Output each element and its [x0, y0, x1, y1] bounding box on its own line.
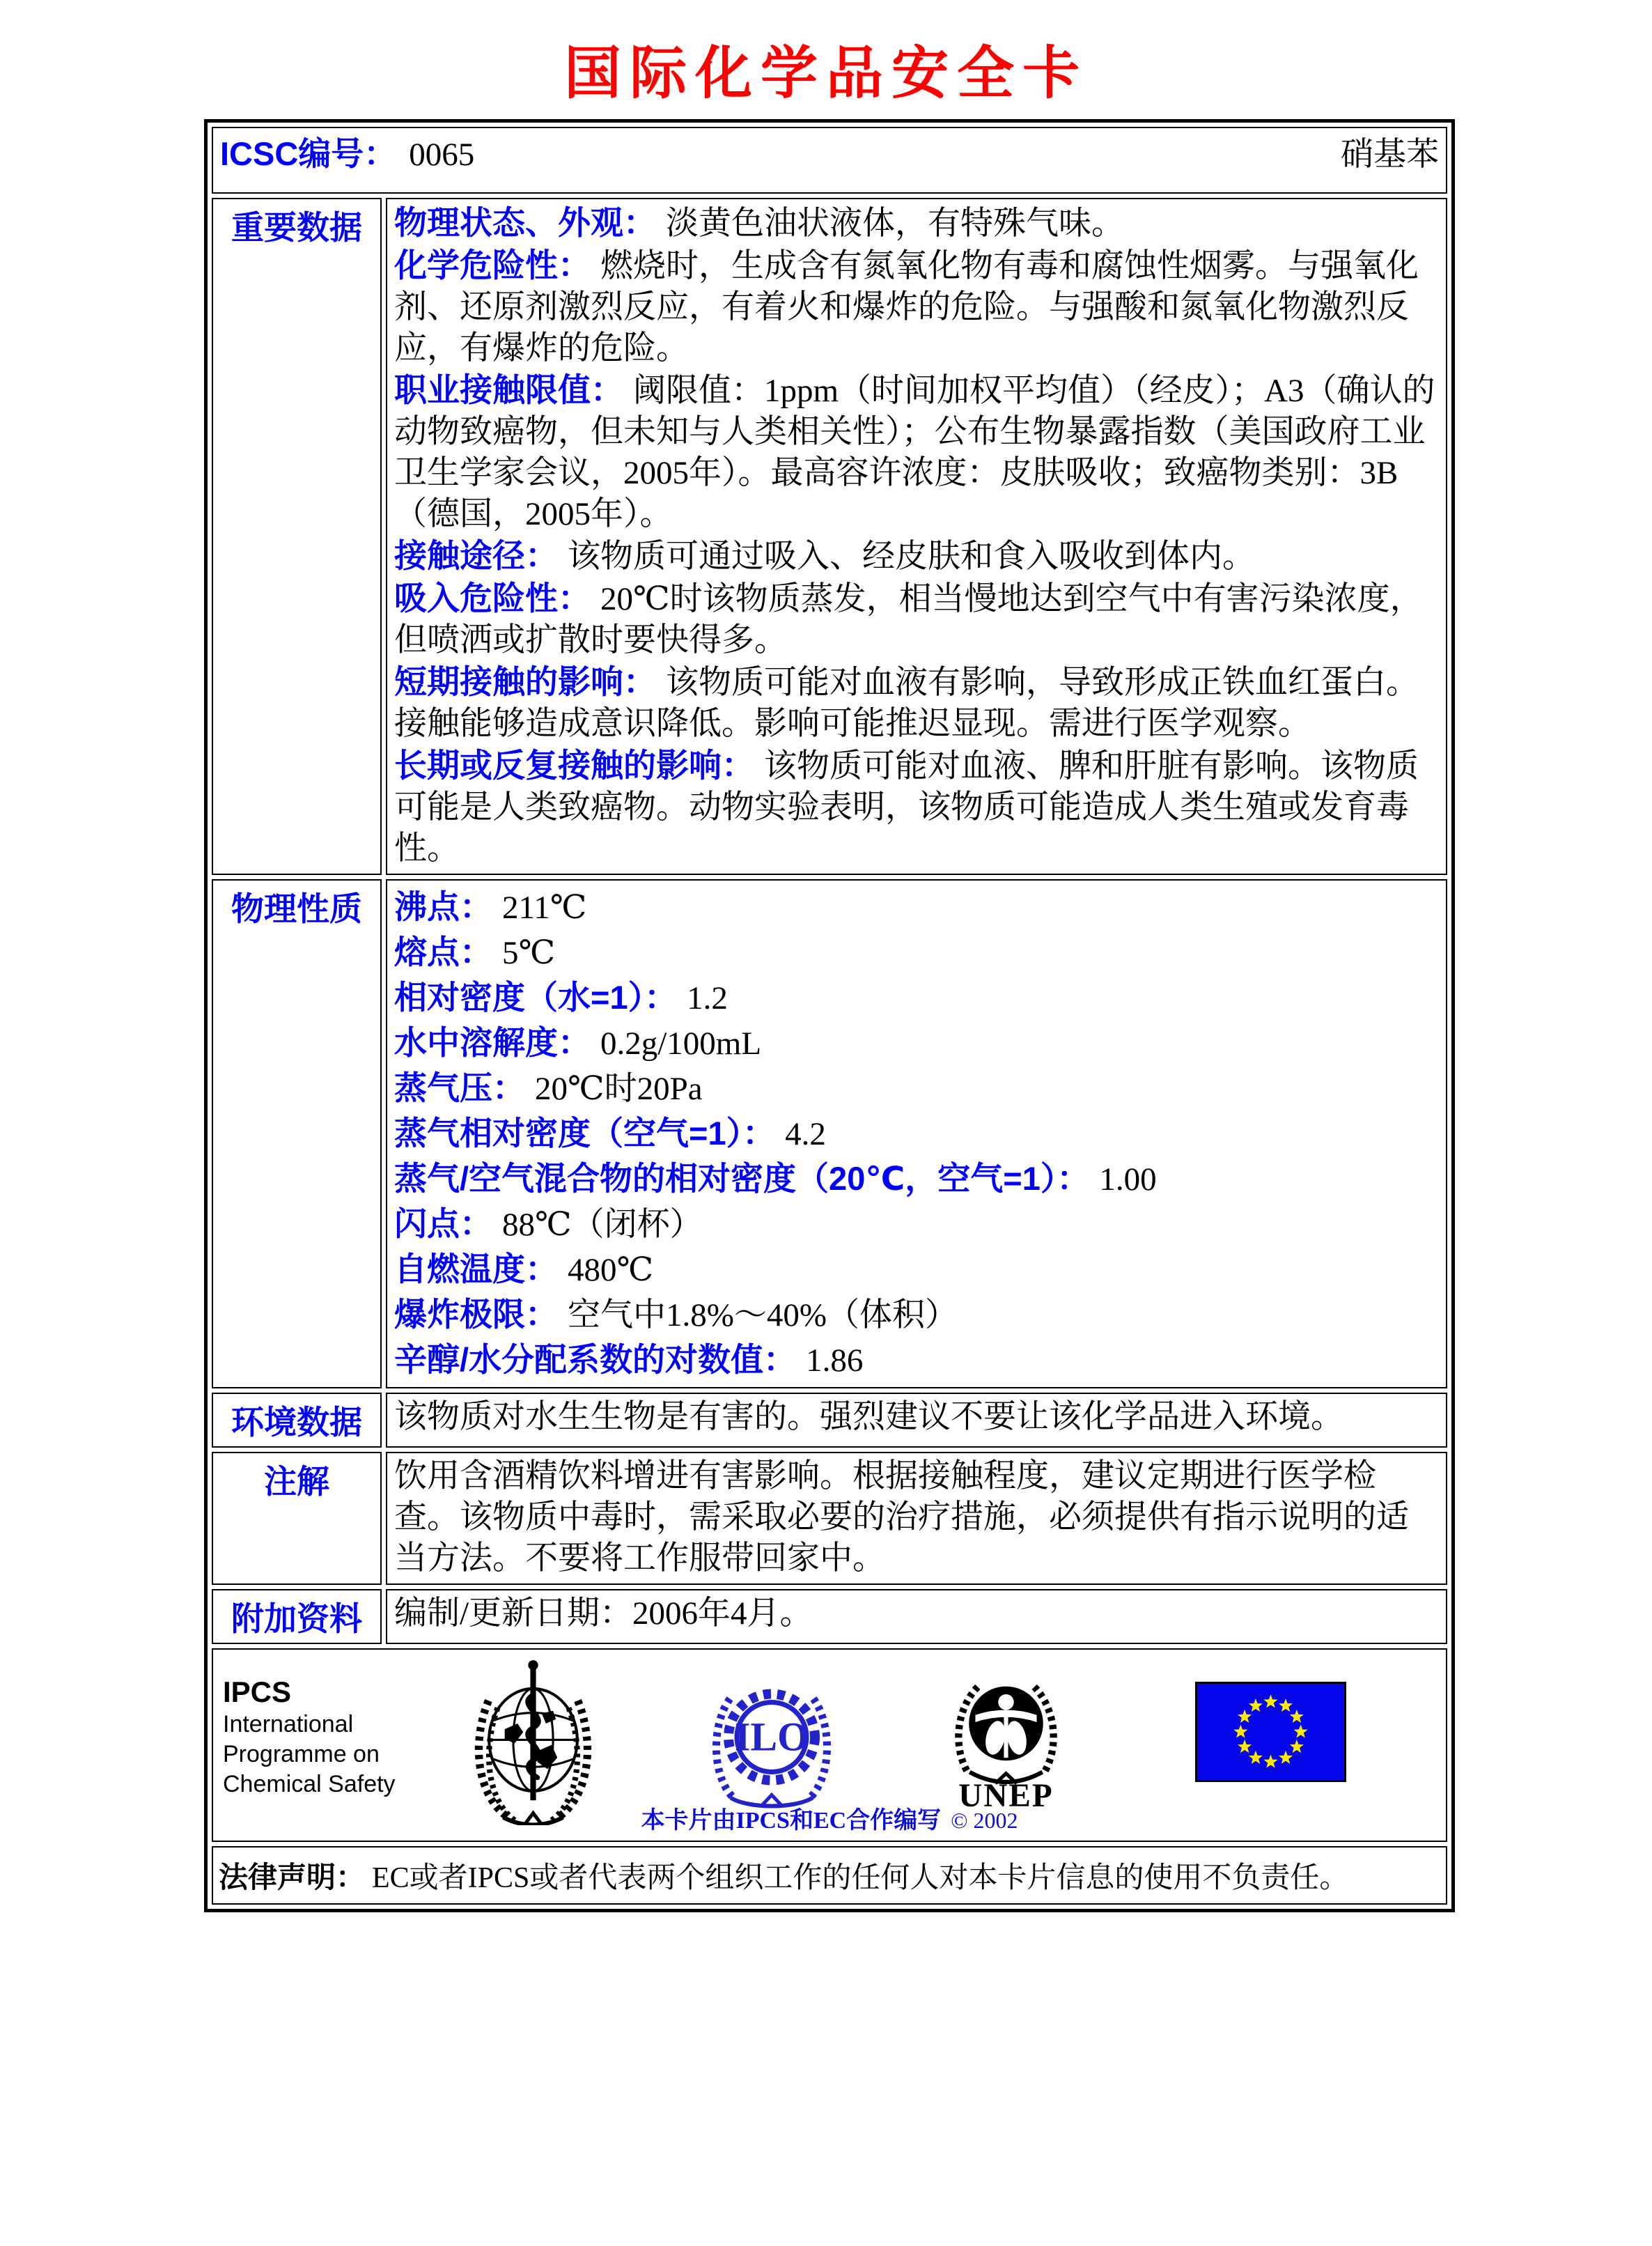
property-label: 蒸气压： [394, 1069, 525, 1106]
section-label-important-data: 重要数据 [212, 198, 382, 875]
ipcs-line1: International [223, 1711, 354, 1737]
logos-row [212, 1648, 1447, 1842]
property-value: 20℃时20Pa [535, 1071, 703, 1107]
ipcs-text-block [223, 1675, 396, 1799]
entry-text: 淡黄色油状液体，有特殊气味。 [666, 206, 1124, 242]
property-value: 0.2g/100mL [600, 1025, 762, 1062]
entry-text: 该物质可通过吸入、经皮肤和食入吸收到体内。 [568, 539, 1255, 575]
property-value: 211℃ [502, 890, 587, 926]
property-value: 480℃ [568, 1252, 654, 1288]
important-data-content [386, 198, 1447, 875]
notes-content: 饮用含酒精饮料增进有害影响。根据接触程度，建议定期进行医学检查。该物质中毒时，需采取必要的治疗措施，必须提供有指示说明的适当方法。不要将工作服带回家中。 [386, 1452, 1447, 1585]
property-line [394, 1111, 1439, 1156]
property-value: 4.2 [785, 1116, 826, 1152]
additional-info-row [212, 1589, 1447, 1644]
safety-card-table [204, 119, 1455, 1912]
chemical-name: 硝基苯 [1341, 137, 1439, 173]
entry-text: 该物质可能对血液、脾和肝脏有影响。该物质可能是人类致癌物。动物实验表明，该物质可能造成人类生殖或发育毒性。 [394, 748, 1419, 867]
caption-copyright: © 2002 [951, 1808, 1018, 1833]
property-label: 沸点： [394, 888, 492, 925]
icsc-header-cell [212, 127, 1447, 194]
data-entry [394, 745, 1439, 869]
environmental-data-row [212, 1393, 1447, 1448]
legal-text: EC或者IPCS或者代表两个组织工作的任何人对本卡片信息的使用不负责任。 [372, 1862, 1349, 1894]
data-entry [394, 661, 1439, 745]
physical-properties-content [386, 879, 1447, 1388]
page-title: 国际化学品安全卡 [563, 40, 1088, 107]
property-label: 蒸气/空气混合物的相对密度（20℃，空气=1）： [394, 1160, 1090, 1197]
section-label-environmental-data: 环境数据 [212, 1393, 382, 1448]
property-value: 1.00 [1099, 1161, 1157, 1198]
property-value: 5℃ [502, 935, 556, 971]
property-label: 水中溶解度： [394, 1024, 591, 1061]
section-label-notes: 注解 [212, 1452, 382, 1585]
environmental-data-content: 该物质对水生生物是有害的。强烈建议不要让该化学品进入环境。 [386, 1393, 1447, 1448]
caption-text: 本卡片由IPCS和EC合作编写 [641, 1808, 942, 1834]
icsc-number-label: ICSC编号： [220, 135, 397, 172]
legal-notice-cell [212, 1846, 1447, 1905]
data-entry [394, 245, 1439, 369]
entry-label: 化学危险性： [394, 247, 591, 284]
ilo-letters: ILO [734, 1714, 809, 1760]
icsc-number: 0065 [409, 137, 475, 173]
property-line [394, 1021, 1439, 1066]
entry-text: 阈限值：1ppm（时间加权平均值）（经皮）；A3（确认的动物致癌物，但未知与人类相关性）；公布生物暴露指数（美国政府工业卫生学家会议，2005年）。最高容许浓度：皮肤吸收；致癌物类别：3B（德国，2005年）。 [394, 373, 1435, 532]
unep-logo-icon [945, 1665, 1067, 1815]
entry-label: 接触途径： [394, 537, 558, 574]
property-label: 爆炸极限： [394, 1296, 558, 1333]
property-line [394, 885, 1439, 930]
entry-text: 20℃时该物质蒸发，相当慢地达到空气中有害污染浓度，但喷洒或扩散时要快得多。 [394, 581, 1423, 658]
entry-label: 吸入危险性： [394, 580, 591, 617]
footer-caption [213, 1801, 1446, 1835]
legal-row [212, 1846, 1447, 1905]
entry-text: 该物质可能对血液有影响，导致形成正铁血红蛋白。接触能够造成意识降低。影响可能推迟显现。需进行医学观察。 [394, 665, 1419, 742]
property-value: 88℃（闭杯） [502, 1207, 703, 1243]
property-line [394, 1292, 1439, 1338]
property-label: 熔点： [394, 934, 492, 970]
property-label: 蒸气相对密度（空气=1）： [394, 1115, 776, 1152]
property-line [394, 1247, 1439, 1292]
section-label-additional-info: 附加资料 [212, 1589, 382, 1644]
data-entry [394, 202, 1439, 245]
entry-label: 职业接触限值： [394, 371, 623, 408]
property-label: 自燃温度： [394, 1250, 558, 1287]
property-line [394, 1202, 1439, 1247]
ipcs-line3: Chemical Safety [223, 1771, 396, 1797]
additional-info-content: 编制/更新日期：2006年4月。 [386, 1589, 1447, 1644]
eu-flag-icon [1195, 1682, 1346, 1782]
data-entry [394, 578, 1439, 661]
property-label: 相对密度（水=1）： [394, 979, 678, 1016]
property-label: 闪点： [394, 1205, 492, 1242]
property-line [394, 1338, 1439, 1383]
important-data-row [212, 198, 1447, 875]
property-line [394, 1066, 1439, 1111]
property-value: 1.86 [806, 1342, 864, 1379]
property-line [394, 930, 1439, 975]
icsc-header-row [212, 127, 1447, 194]
entry-text: 燃烧时，生成含有氮氧化物有毒和腐蚀性烟雾。与强氧化剂、还原剂激烈反应，有着火和爆炸的危险。与强酸和氮氧化物激烈反应，有爆炸的危险。 [394, 248, 1419, 366]
legal-label: 法律声明： [219, 1861, 366, 1893]
entry-label: 短期接触的影响： [394, 663, 656, 700]
property-line [394, 975, 1439, 1021]
data-entry [394, 535, 1439, 578]
ilo-logo-icon [706, 1669, 838, 1815]
entry-label: 物理状态、外观： [394, 204, 656, 241]
notes-row [212, 1452, 1447, 1585]
property-line [394, 1156, 1439, 1202]
section-label-physical-properties: 物理性质 [212, 879, 382, 1388]
physical-properties-row [212, 879, 1447, 1388]
unep-letters: UNEP [958, 1777, 1054, 1811]
page [0, 28, 1652, 1912]
logos-cell [212, 1648, 1447, 1842]
ipcs-line2: Programme on [223, 1741, 380, 1767]
ipcs-acronym: IPCS [223, 1675, 292, 1708]
property-value: 1.2 [687, 980, 728, 1016]
entry-label: 长期或反复接触的影响： [394, 747, 754, 784]
data-entry [394, 369, 1439, 535]
property-label: 辛醇/水分配系数的对数值： [394, 1341, 797, 1378]
property-value: 空气中1.8%～40%（体积） [568, 1297, 958, 1333]
